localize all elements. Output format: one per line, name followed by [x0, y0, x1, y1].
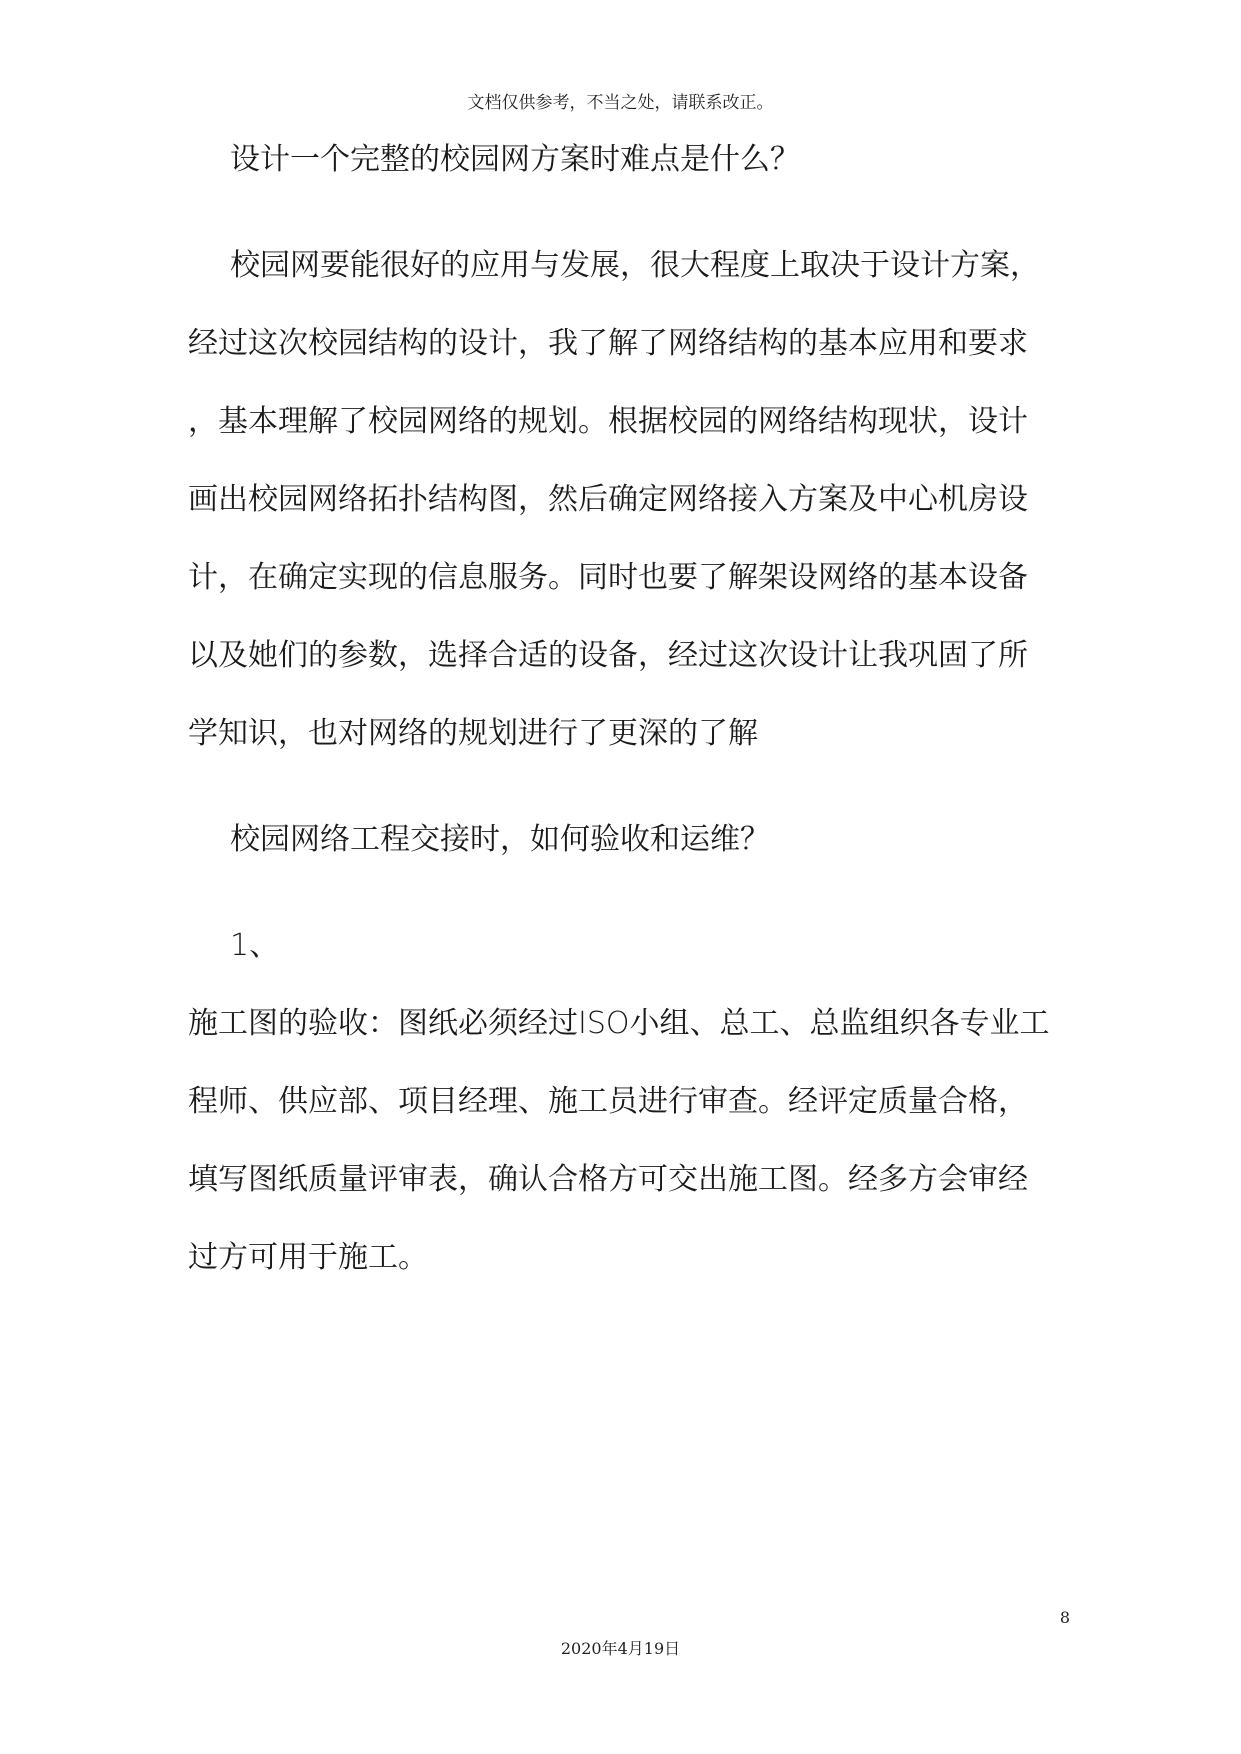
paragraph-1-line-2: 经过这次校园结构的设计，我了解了网络结构的基本应用和要求: [188, 326, 1028, 361]
paragraph-2-line-3: 填写图纸质量评审表，确认合格方可交出施工图。经多方会审经: [188, 1162, 1028, 1197]
paragraph-2-line-4: 过方可用于施工。: [188, 1240, 428, 1275]
paragraph-1-line-5: 计，在确定实现的信息服务。同时也要了解架设网络的基本设备: [188, 560, 1028, 595]
paragraph-1-line-4: 画出校园网络拓扑结构图，然后确定网络接入方案及中心机房设: [188, 482, 1028, 517]
paragraph-1-line-7: 学知识，也对网络的规划进行了更深的了解: [188, 716, 758, 751]
paragraph-2-line-2: 程师、供应部、项目经理、施工员进行审查。经评定质量合格，: [188, 1084, 1028, 1119]
page-number: 8: [1059, 1608, 1070, 1627]
paragraph-1-line-3: ，基本理解了校园网络的规划。根据校园的网络结构现状，设计: [188, 404, 1028, 439]
question-heading-1: 设计一个完整的校园网方案时难点是什么？: [230, 142, 800, 177]
footer-date: 2020年4月19日: [560, 1639, 681, 1658]
paragraph-1-line-6: 以及她们的参数，选择合适的设备，经过这次设计让我巩固了所: [188, 638, 1028, 673]
list-item-number: 1、: [230, 928, 280, 963]
header-note: 文档仅供参考，不当之处，请联系改正。: [467, 93, 774, 113]
paragraph-2-line-1: 施工图的验收：图纸必须经过ISO小组、总工、总监组织各专业工: [188, 1006, 1050, 1041]
question-heading-2: 校园网络工程交接时，如何验收和运维？: [230, 822, 770, 857]
paragraph-1-line-1: 校园网要能很好的应用与发展，很大程度上取决于设计方案，: [230, 248, 1040, 283]
